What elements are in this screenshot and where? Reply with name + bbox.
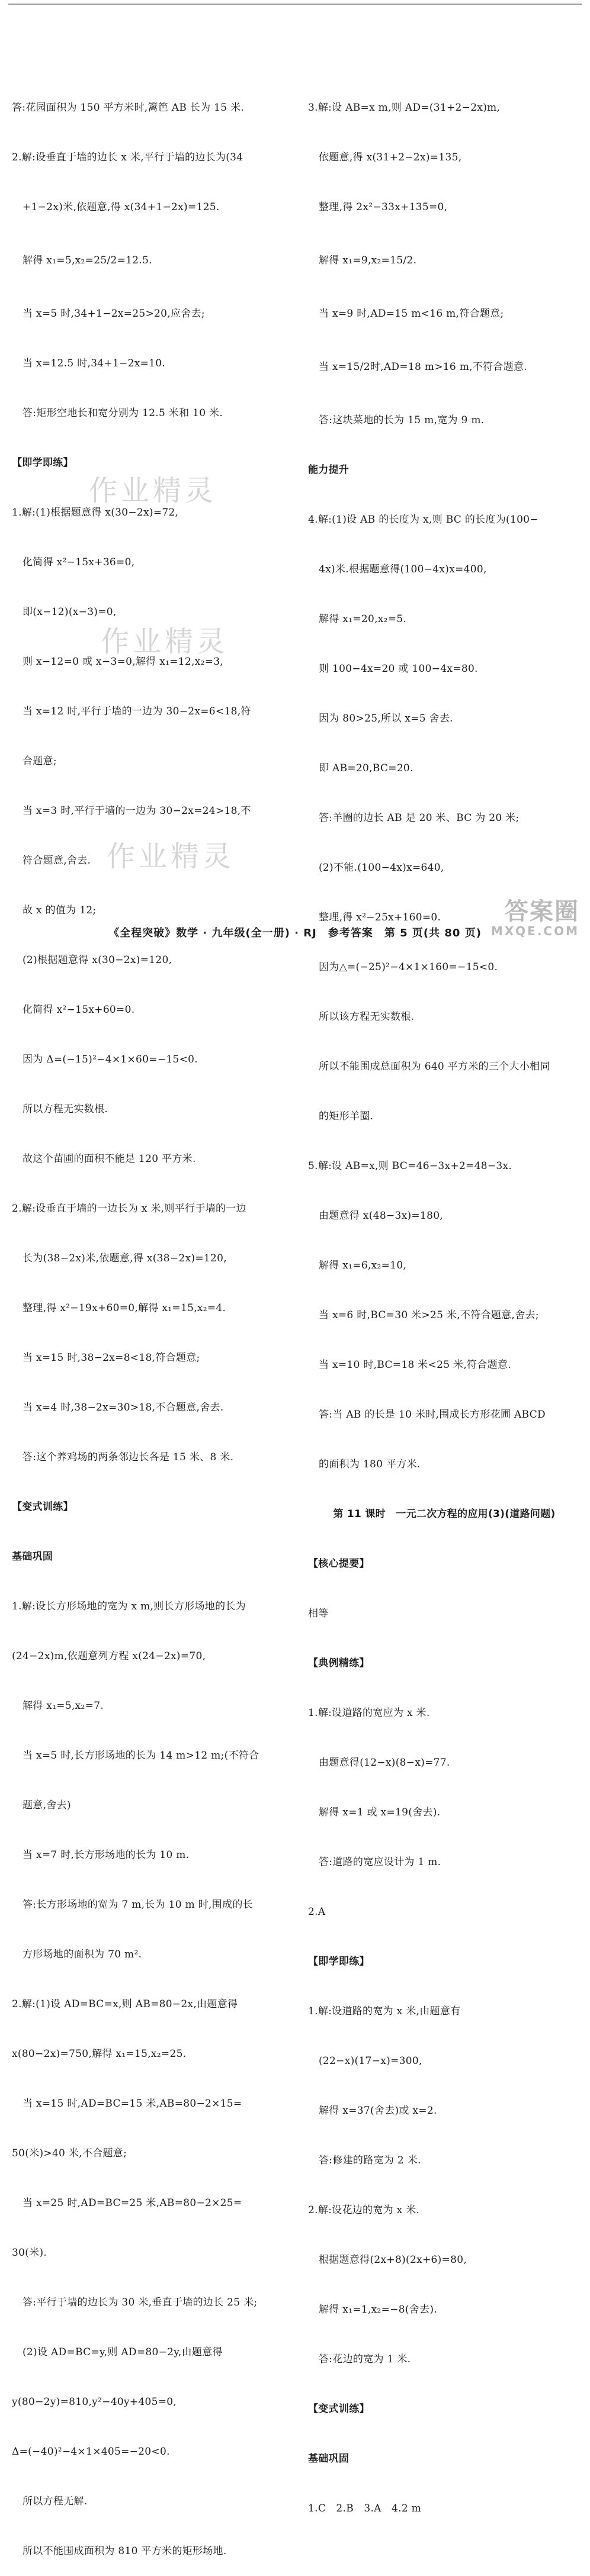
text-line: 因为 80>25,所以 x=5 舍去. bbox=[319, 713, 453, 724]
left-column bbox=[12, 66, 290, 2576]
text-line: 所以方程无解. bbox=[23, 2496, 88, 2507]
text-line: 答:羊圈的边长 AB 是 20 米、BC 为 20 米; bbox=[319, 812, 520, 824]
text-line: 1.解:设道路的宽应为 x 米. bbox=[308, 1707, 430, 1719]
text-line: 故 x 的值为 12; bbox=[23, 904, 97, 916]
watermark-logo-text: 答案圈 bbox=[505, 898, 579, 925]
text-line: 当 x=10 时,BC=18 米<25 米,符合题意. bbox=[319, 1359, 511, 1371]
text-line: 当 x=15/2时,AD=18 m>16 m,不符合题意. bbox=[319, 361, 528, 373]
top-rule bbox=[8, 4, 582, 5]
text-line: 整理,得 x²−25x+160=0. bbox=[319, 912, 441, 923]
right-column bbox=[308, 66, 581, 2533]
text-line: 当 x=15 时,38−2x=8<18,符合题意; bbox=[23, 1352, 200, 1364]
text-line: 30(米). bbox=[12, 2247, 47, 2259]
text-line: (24−2x)m,依题意列方程 x(24−2x)=70, bbox=[12, 1650, 206, 1662]
text-line: 解得 x=1 或 x=19(舍去). bbox=[319, 1807, 441, 1818]
text-line: 答:这块菜地的长为 15 m,宽为 9 m. bbox=[319, 414, 485, 426]
text-line: 故这个苗圃的面积不能是 120 平方米. bbox=[23, 1153, 196, 1165]
text-line: 答:长方形场地的宽为 7 m,长为 10 m 时,围成的长 bbox=[23, 1899, 253, 1911]
text-line: 即(x−12)(x−3)=0, bbox=[23, 606, 117, 618]
text-line: 的矩形羊圈. bbox=[319, 1110, 374, 1122]
text-line: 当 x=12.5 时,34+1−2x=10. bbox=[23, 358, 166, 369]
text-line: 化简得 x²−15x+60=0. bbox=[23, 1004, 135, 1016]
stamp-watermark: 作业精灵 bbox=[89, 474, 217, 507]
text-line: 长为(38−2x)米,依题意,得 x(38−2x)=120, bbox=[23, 1252, 227, 1264]
text-line: 当 x=12 时,平行于墙的一边为 30−2x=6<18,符 bbox=[23, 706, 251, 717]
text-line: 由题意得(12−x)(8−x)=77. bbox=[319, 1757, 450, 1769]
text-line: 所以方程无实数根. bbox=[23, 1103, 108, 1115]
text-line: 答:矩形空地长和宽分别为 12.5 米和 10 米. bbox=[23, 407, 223, 419]
text-line: 所以该方程无实数根. bbox=[319, 1011, 415, 1023]
text-line: 50(米)>40 米,不合题意; bbox=[12, 2147, 127, 2159]
text-line: 2.解:设垂直于墙的一边长为 x 米,则平行于墙的一边 bbox=[12, 1203, 246, 1215]
text-line: 由题意得 x(48−3x)=180, bbox=[319, 1210, 444, 1222]
text-line: 依题意,得 x(31+2−2x)=135, bbox=[319, 152, 462, 163]
section-header: 【典例精练】 bbox=[308, 1657, 370, 1669]
text-line: 当 x=9 时,AD=15 m<16 m,符合题意; bbox=[319, 308, 504, 320]
text-line: 合题意; bbox=[23, 755, 57, 767]
text-line: 因为 Δ=(−15)²−4×1×60=−15<0. bbox=[23, 1054, 198, 1065]
text-line: 解得 x₁=20,x₂=5. bbox=[319, 613, 407, 625]
text-line: 则 x−12=0 或 x−3=0,解得 x₁=12,x₂=3, bbox=[23, 656, 224, 668]
text-line: 答:这个养鸡场的两条邻边长各是 15 米、8 米. bbox=[23, 1451, 234, 1463]
text-line: 根据题意得(2x+8)(2x+6)=80, bbox=[319, 2254, 467, 2266]
text-line: 当 x=4 时,38−2x=30>18,不合题意,舍去. bbox=[23, 1402, 224, 1413]
text-line: (22−x)(17−x)=300, bbox=[319, 2055, 422, 2067]
text-line: 1.解:(1)根据题意得 x(30−2x)=72, bbox=[12, 507, 179, 519]
text-line: 2.解:(1)设 AD=BC=x,则 AB=80−2x,由题意得 bbox=[12, 1998, 238, 2010]
subsection-header: 基础巩固 bbox=[12, 1551, 53, 1563]
text-line: 解得 x₁=9,x₂=15/2. bbox=[319, 255, 417, 266]
section-header: 【即学即练】 bbox=[308, 1956, 370, 1968]
text-line: 4.解:(1)设 AB 的长度为 x,则 BC 的长度为(100− bbox=[308, 514, 538, 526]
text-line: 解得 x₁=5,x₂=7. bbox=[23, 1700, 104, 1712]
text-line: 的面积为 180 平方米. bbox=[319, 1458, 421, 1470]
text-line: +1−2x)米,依题意,得 x(34+1−2x)=125. bbox=[23, 201, 220, 213]
subsection-header: 能力提升 bbox=[308, 464, 349, 476]
text-line: 3.解:设 AB=x m,则 AD=(31+2−2x)m, bbox=[308, 102, 501, 114]
text-line: 当 x=3 时,平行于墙的一边为 30−2x=24>18,不 bbox=[23, 805, 251, 817]
text-line: 所以不能围成总面积为 640 平方米的三个大小相同 bbox=[319, 1061, 550, 1073]
site-watermark bbox=[491, 899, 579, 938]
text-line: (2)设 AD=BC=y,则 AD=80−2y,由题意得 bbox=[23, 2346, 223, 2358]
lesson-title: 第 11 课时 一元二次方程的应用(3)(道路问题) bbox=[333, 1508, 556, 1520]
text-line: Δ=(−40)²−4×1×405=−20<0. bbox=[12, 2446, 170, 2458]
text-line: 因为△=(−25)²−4×1×160=−15<0. bbox=[319, 961, 498, 973]
text-line: 答:平行于墙的边长为 30 米,垂直于墙的边长 25 米; bbox=[23, 2297, 258, 2308]
text-line: 当 x=5 时,长方形场地的长为 14 m>12 m;(不符合 bbox=[23, 1750, 259, 1762]
text-line: 题意,舍去) bbox=[23, 1799, 71, 1811]
text-line: (2)根据题意得 x(30−2x)=120, bbox=[23, 954, 172, 966]
text-line: 解得 x₁=6,x₂=10, bbox=[319, 1260, 407, 1271]
text-line: 5.解:设 AB=x,则 BC=46−3x+2=48−3x. bbox=[308, 1160, 512, 1172]
text-line: 2.A bbox=[308, 1906, 326, 1918]
text-line: 答:修建的路宽为 2 米. bbox=[319, 2155, 421, 2166]
text-line: 答:当 AB 的长是 10 米时,围成长方形花圃 ABCD bbox=[319, 1409, 546, 1421]
text-line: (2)不能.(100−4x)x=640, bbox=[319, 862, 444, 874]
text-line: 1.解:设长方形场地的宽为 x m,则长方形场地的长为 bbox=[12, 1601, 246, 1612]
page-footer: 《全程突破》数学 · 九年级(全一册) · RJ 参考答案 第 5 页(共 80 页) bbox=[108, 927, 482, 939]
text-line: 当 x=7 时,长方形场地的长为 10 m. bbox=[23, 1849, 190, 1861]
text-line: 相等 bbox=[308, 1608, 329, 1619]
text-line: 解得 x=37(舍去)或 x=2. bbox=[319, 2105, 437, 2117]
text-line: 答:花园面积为 150 平方米时,篱笆 AB 长为 15 米. bbox=[12, 102, 245, 114]
text-line: 符合题意,舍去. bbox=[23, 855, 91, 867]
text-line: x(80−2x)=750,解得 x₁=15,x₂=25. bbox=[12, 2048, 187, 2060]
text-line: 当 x=5 时,34+1−2x=25>20,应舍去; bbox=[23, 308, 205, 320]
text-line: 当 x=25 时,AD=BC=25 米,AB=80−2×25= bbox=[23, 2197, 242, 2209]
stamp-watermark: 作业精灵 bbox=[101, 625, 229, 658]
text-line: 4x)米.根据题意得(100−4x)x=400, bbox=[319, 564, 487, 575]
text-line: 化简得 x²−15x+36=0, bbox=[23, 556, 135, 568]
text-line: 整理,得 x²−19x+60=0,解得 x₁=15,x₂=4. bbox=[23, 1302, 226, 1314]
text-line: 1.C 2.B 3.A 4.2 m bbox=[308, 2503, 422, 2514]
text-line: 即 AB=20,BC=20. bbox=[319, 762, 413, 774]
text-line: 整理,得 2x²−33x+135=0, bbox=[319, 201, 448, 213]
section-header: 【即学即练】 bbox=[12, 457, 73, 469]
text-line: 所以不能围成面积为 810 平方米的矩形场地. bbox=[23, 2545, 227, 2557]
watermark-url: MXQE.COM bbox=[490, 924, 579, 938]
text-line: 1.解:设道路的宽为 x 米,由题意有 bbox=[308, 2005, 461, 2017]
text-line: 2.解:设花边的宽为 x 米. bbox=[308, 2204, 420, 2216]
section-header: 【核心提要】 bbox=[308, 1558, 370, 1570]
text-line: 方形场地的面积为 70 m². bbox=[23, 1949, 142, 1960]
text-line: 答:道路的宽应设计为 1 m. bbox=[319, 1856, 441, 1868]
text-line: 则 100−4x=20 或 100−4x=80. bbox=[319, 663, 478, 675]
text-line: 答:花边的宽为 1 米. bbox=[319, 2353, 411, 2365]
text-line: 解得 x₁=1,x₂=−8(舍去). bbox=[319, 2304, 438, 2316]
text-line: y(80−2y)=810,y²−40y+405=0, bbox=[12, 2396, 177, 2408]
stamp-watermark: 作业精灵 bbox=[107, 840, 235, 873]
text-line: 解得 x₁=5,x₂=25/2=12.5. bbox=[23, 255, 152, 266]
text-line: 2.解:设垂直于墙的边长 x 米,平行于墙的边长为(34 bbox=[12, 152, 243, 163]
section-header: 【变式训练】 bbox=[308, 2403, 370, 2415]
text-line: 当 x=6 时,BC=30 米>25 米,不符合题意,舍去; bbox=[319, 1309, 539, 1321]
text-line: 当 x=15 时,AD=BC=15 米,AB=80−2×15= bbox=[23, 2098, 242, 2110]
section-header: 【变式训练】 bbox=[12, 1501, 73, 1513]
subsection-header: 基础巩固 bbox=[308, 2453, 349, 2465]
